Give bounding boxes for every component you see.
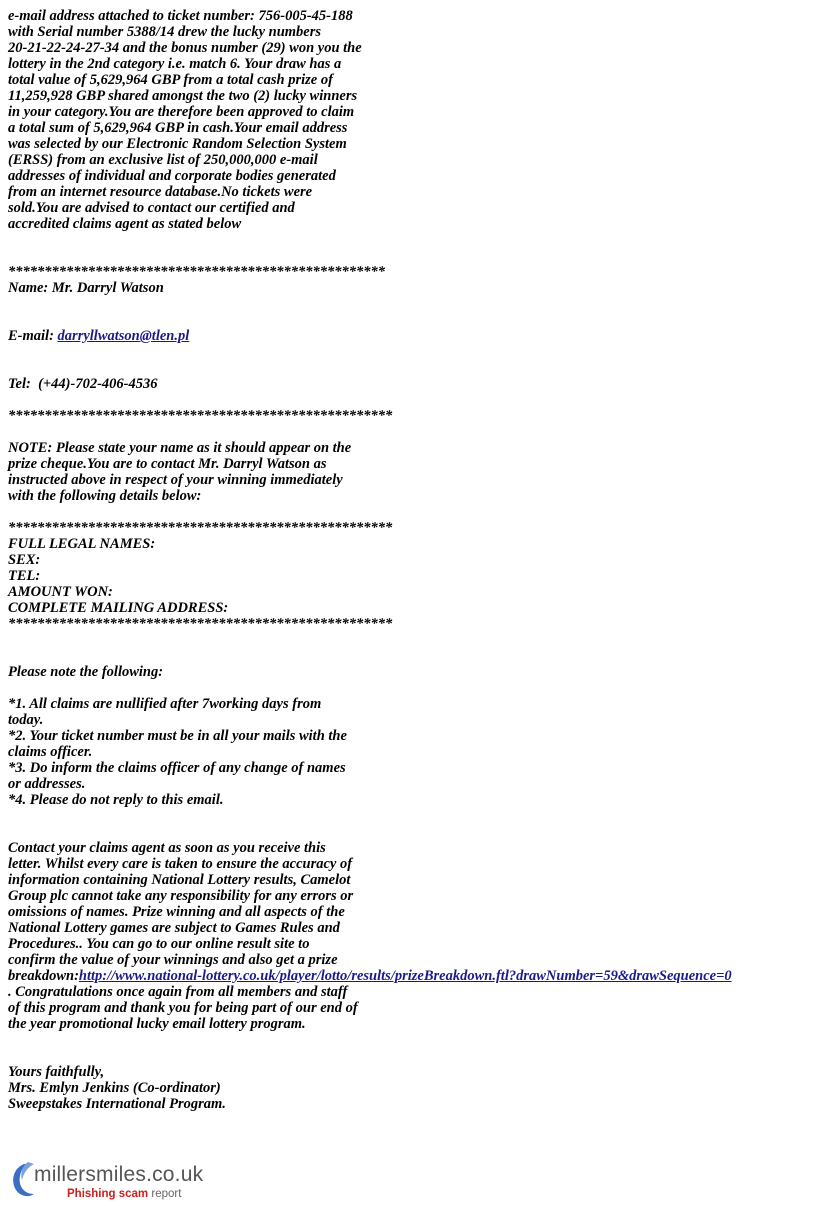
contact-line: confirm the value of your winnings and also get a prize xyxy=(8,952,338,968)
signoff-line: Sweepstakes International Program. xyxy=(8,1096,226,1112)
contact-line: Procedures.. You can go to our online result site to xyxy=(8,936,310,952)
spacer xyxy=(8,632,824,648)
spacer xyxy=(8,248,824,264)
agent-name: Name: Mr. Darryl Watson xyxy=(8,280,164,296)
spacer xyxy=(8,1032,824,1048)
intro-line: e-mail address attached to ticket number: 756-005-45-188 xyxy=(8,8,353,24)
breakdown-label: breakdown: xyxy=(8,968,79,984)
spacer xyxy=(8,1048,824,1064)
contact-line: information containing National Lottery results, Camelot xyxy=(8,872,351,888)
rule-line: *4. Please do not reply to this email. xyxy=(8,792,224,808)
intro-line: a total sum of 5,629,964 GBP in cash.Your email address xyxy=(8,120,348,136)
spacer xyxy=(8,808,824,824)
email-label: E-mail: xyxy=(8,328,58,344)
field-tel: TEL: xyxy=(8,568,41,584)
note-line: with the following details below: xyxy=(8,488,202,504)
contact-line: omissions of names. Prize winning and all aspects of the xyxy=(8,904,345,920)
star-divider: ***************************************************** xyxy=(8,616,393,632)
agent-email xyxy=(8,328,824,344)
spacer xyxy=(8,824,824,840)
spacer xyxy=(8,680,824,696)
note-line: NOTE: Please state your name as it should appear on the xyxy=(8,440,352,456)
intro-line: 20-21-22-24-27-34 and the bonus number (29) won you the xyxy=(8,40,362,56)
note-line: prize cheque.You are to contact Mr. Darryl Watson as xyxy=(8,456,327,472)
star-divider: ***************************************************** xyxy=(8,520,393,536)
intro-line: from an internet resource database.No tickets were xyxy=(8,184,313,200)
watermark-brand: millersmiles.co.uk xyxy=(34,1163,204,1186)
spacer xyxy=(8,232,824,248)
rule-line: today. xyxy=(8,712,44,728)
intro-line: lottery in the 2nd category i.e. match 6. Your draw has a xyxy=(8,56,342,72)
field-full-legal-names: FULL LEGAL NAMES: xyxy=(8,536,156,552)
prize-breakdown-link[interactable]: http://www.national-lottery.co.uk/player/lotto/results/prizeBreakdown.ftl?drawNumber=59&drawSequence=0 xyxy=(78,968,732,984)
field-sex: SEX: xyxy=(8,552,41,568)
email-body xyxy=(8,8,824,1112)
intro-line: 11,259,928 GBP shared amongst the two (2) lucky winners xyxy=(8,88,358,104)
contact-line: Contact your claims agent as soon as you receive this xyxy=(8,840,326,856)
signoff xyxy=(8,1064,824,1112)
intro-line: sold.You are advised to contact our certified and xyxy=(8,200,295,216)
spacer xyxy=(8,392,824,408)
star-divider: **************************************************** xyxy=(8,264,385,280)
star-divider: ***************************************************** xyxy=(8,408,393,424)
rule-line: claims officer. xyxy=(8,744,93,760)
watermark-tagline xyxy=(67,1188,181,1201)
intro-line: total value of 5,629,964 GBP from a total cash prize of xyxy=(8,72,333,88)
rule-line: *2. Your ticket number must be in all your mails with the xyxy=(8,728,347,744)
watermark-tag-grey: report xyxy=(148,1188,182,1200)
field-amount-won: AMOUNT WON: xyxy=(8,584,113,600)
note-line: instructed above in respect of your winning immediately xyxy=(8,472,343,488)
spacer xyxy=(8,504,824,520)
closing-line: . Congratulations once again from all members and staff xyxy=(8,984,348,1000)
rules-list xyxy=(8,696,824,808)
closing-line: of this program and thank you for being part of our end of xyxy=(8,1000,358,1016)
rule-line: *3. Do inform the claims officer of any change of names xyxy=(8,760,346,776)
closing-line: the year promotional lucky email lottery program. xyxy=(8,1016,306,1032)
intro-line: in your category.You are therefore been approved to claim xyxy=(8,104,355,120)
spacer xyxy=(8,296,824,312)
details-fields xyxy=(8,536,824,616)
contact-line: Group plc cannot take any responsibility for any errors or xyxy=(8,888,354,904)
watermark-tag-red: Phishing scam xyxy=(67,1188,149,1200)
intro-line: accredited claims agent as stated below xyxy=(8,216,242,232)
note-paragraph xyxy=(8,440,824,504)
contact-paragraph xyxy=(8,840,824,1032)
signoff-line: Yours faithfully, xyxy=(8,1064,105,1080)
contact-line: National Lottery games are subject to Games Rules and xyxy=(8,920,340,936)
intro-line: was selected by our Electronic Random Selection System xyxy=(8,136,347,152)
signoff-line: Mrs. Emlyn Jenkins (Co-ordinator) xyxy=(8,1080,221,1096)
spacer xyxy=(8,648,824,664)
agent-email-link[interactable]: darryllwatson@tlen.pl xyxy=(57,328,190,344)
agent-phone: Tel: (+44)-702-406-4536 xyxy=(8,376,158,392)
spacer xyxy=(8,344,824,360)
rule-line: *1. All claims are nullified after 7working days from xyxy=(8,696,322,712)
intro-line: addresses of individual and corporate bodies generated xyxy=(8,168,336,184)
please-note-heading: Please note the following: xyxy=(8,664,164,680)
spacer xyxy=(8,312,824,328)
spacer xyxy=(8,360,824,376)
millersmiles-watermark xyxy=(10,1158,230,1206)
intro-line: with Serial number 5388/14 drew the lucky numbers xyxy=(8,24,322,40)
intro-paragraph xyxy=(8,8,824,232)
intro-line: (ERSS) from an exclusive list of 250,000,000 e-mail xyxy=(8,152,318,168)
rule-line: or addresses. xyxy=(8,776,86,792)
field-mailing-address: COMPLETE MAILING ADDRESS: xyxy=(8,600,229,616)
spacer xyxy=(8,424,824,440)
contact-line: letter. Whilst every care is taken to ensure the accuracy of xyxy=(8,856,353,872)
breakdown-line xyxy=(8,968,824,984)
